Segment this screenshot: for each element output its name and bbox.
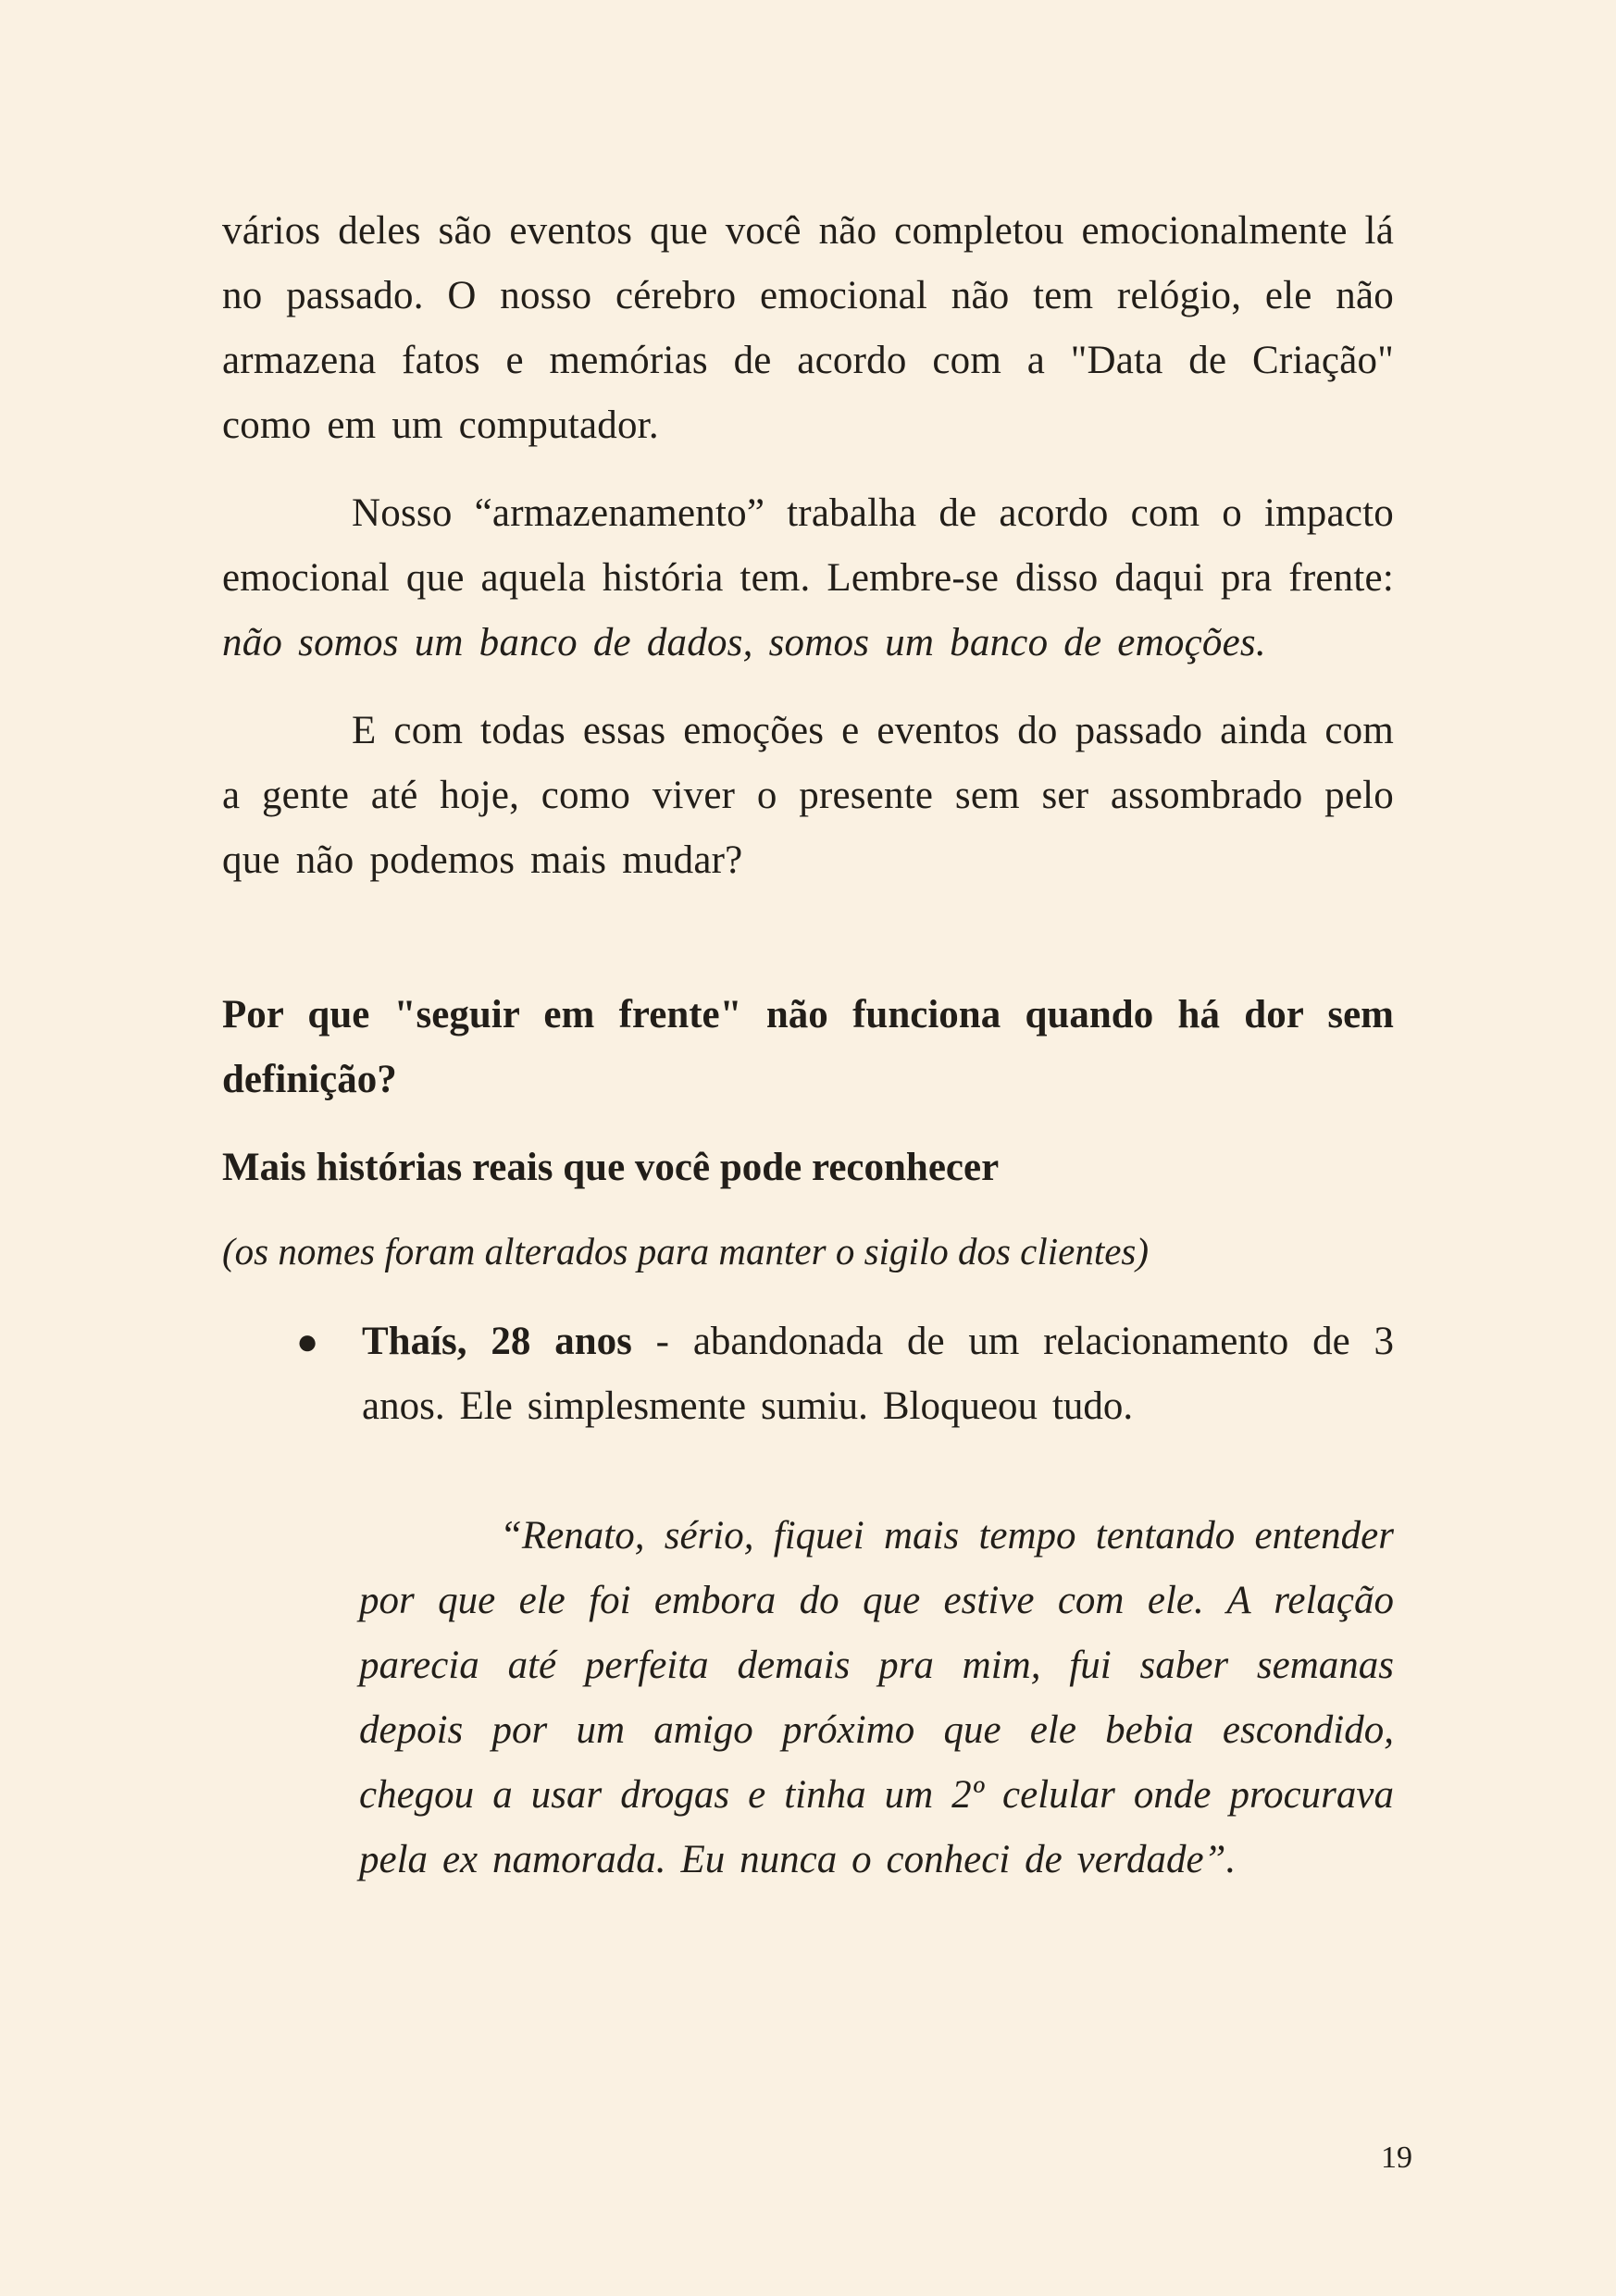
list-item-text (362, 1309, 1394, 1439)
paragraph-viver-presente: E com todas essas emoções e eventos do passado ainda com a gente até hoje, como viver o presente sem ser assombrado pelo que não podemos mais mudar? (222, 709, 1394, 882)
list-item-thais (222, 1309, 1394, 1439)
bullet-icon: ● (296, 1321, 319, 1362)
paragraph-armazenamento (222, 481, 1394, 676)
section-heading: Por que "seguir em frente" não funciona quando há dor sem definição? (222, 993, 1394, 1101)
page-number: 19 (1381, 2141, 1412, 2175)
paragraph-armazenamento-lead: Nosso “armazenamento” trabalha de acordo com o impacto emocional que aquela história tem. Lembre-se disso daqui pra frente: (222, 491, 1394, 600)
confidentiality-note: (os nomes foram alterados para manter o sigilo dos clientes) (222, 1230, 1150, 1272)
client-quote: “Renato, sério, fiquei mais tempo tentando entender por que ele foi embora do que estive com ele. A relação parecia até perfeita demais pra mim, fui saber semanas depois por um amigo próximo que ele bebia escondido, chegou a usar drogas e tinha um 2º celular onde procurava pela ex namorada. Eu nunca o conheci de verdade”. (359, 1514, 1394, 1881)
paragraph-memoria-emocional: vários deles são eventos que você não completou emocionalmente lá no passado. O nosso cérebro emocional não tem relógio, ele não armazena fatos e memórias de acordo com a "Data de Criação" como em um computador. (222, 209, 1394, 447)
paragraph-armazenamento-emphasis: não somos um banco de dados, somos um banco de emoções. (222, 621, 1266, 664)
section-subheading: Mais histórias reais que você pode reconhecer (222, 1146, 1000, 1189)
list-item-lead: Thaís, 28 anos (362, 1320, 632, 1363)
list-item-rest: - abandonada de um relacionamento de 3 anos. Ele simplesmente sumiu. Bloqueou tudo. (362, 1320, 1394, 1428)
page-content (222, 199, 1394, 1893)
